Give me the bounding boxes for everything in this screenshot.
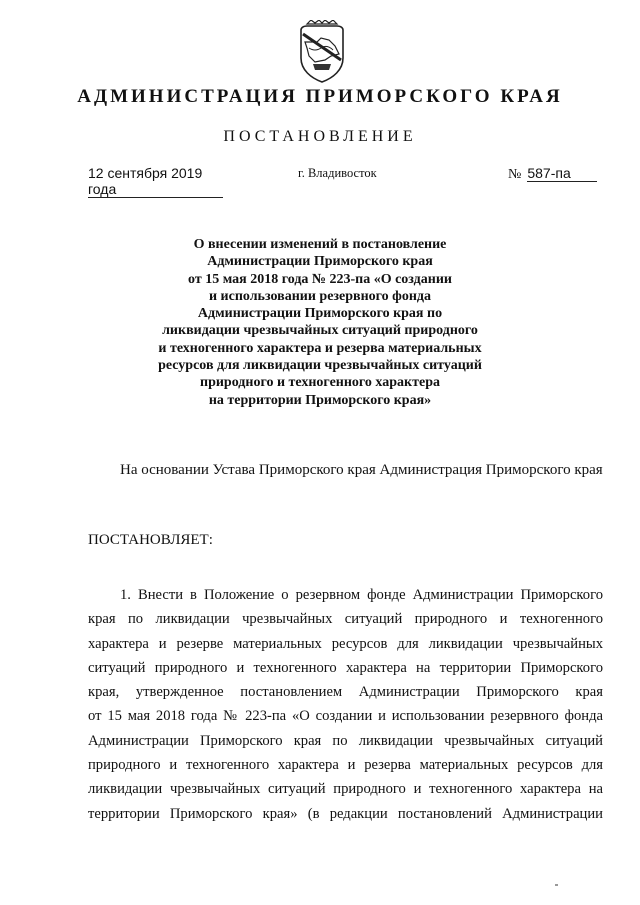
- title-line: ресурсов для ликвидации чрезвычайных ситуаций: [158, 358, 482, 374]
- organization-name: АДМИНИСТРАЦИЯ ПРИМОРСКОГО КРАЯ: [77, 86, 563, 107]
- title-line: и использовании резервного фонда: [208, 288, 432, 304]
- title-line: Администрации Приморского края по: [197, 306, 443, 322]
- number-sign: №: [508, 167, 522, 182]
- body-line: ситуаций природного и техногенного характера на территории Приморского: [88, 659, 603, 676]
- title-line: О внесении изменений в постановление: [193, 237, 447, 252]
- scan-speck: [555, 884, 558, 886]
- coat-of-arms-emblem: [295, 20, 349, 84]
- document-number: 587-па: [527, 165, 597, 182]
- body-line: Администрации Приморского края по ликвидации чрезвычайных ситуаций: [88, 732, 603, 749]
- document-title: [120, 236, 520, 409]
- title-line: и техногенного характера и резерва материальных: [158, 340, 482, 356]
- title-line: ликвидации чрезвычайных ситуаций природного: [162, 323, 478, 339]
- document-city: г. Владивосток: [298, 166, 377, 180]
- body-line: края, утвержденное постановлением Администрации Приморского края: [88, 684, 603, 701]
- body-line: природного и техногенного характера и резерва материальных ресурсов для: [88, 757, 603, 774]
- body-line: территории Приморского края» (в редакции постановлений Администрации: [88, 805, 603, 822]
- basis-paragraph: На основании Устава Приморского края Администрация Приморского края: [120, 462, 603, 478]
- title-line: природного и техногенного характера: [200, 375, 440, 391]
- decree-heading: ПОСТАНОВЛЯЕТ:: [88, 532, 213, 548]
- document-date: 12 сентября 2019 года: [88, 165, 223, 198]
- body-paragraph: [88, 583, 603, 826]
- body-line: характера и резерве материальных ресурсов для ликвидации чрезвычайных: [88, 635, 603, 652]
- document-type: ПОСТАНОВЛЕНИЕ: [223, 128, 417, 145]
- title-line: от 15 мая 2018 года № 223-па «О создании: [188, 271, 452, 287]
- body-line: края по ликвидации чрезвычайных ситуаций природного и техногенного: [88, 611, 603, 628]
- body-line: 1. Внести в Положение о резервном фонде Администрации Приморского: [120, 587, 603, 603]
- body-line: ликвидации чрезвычайных ситуаций природного и техногенного характера на: [88, 781, 603, 798]
- body-line: от 15 мая 2018 года № 223-па «О создании и использовании резервного фонда: [88, 708, 603, 725]
- document-number-field: [508, 165, 603, 183]
- title-line: на территории Приморского края»: [208, 392, 432, 408]
- title-line: Администрации Приморского края: [207, 254, 433, 270]
